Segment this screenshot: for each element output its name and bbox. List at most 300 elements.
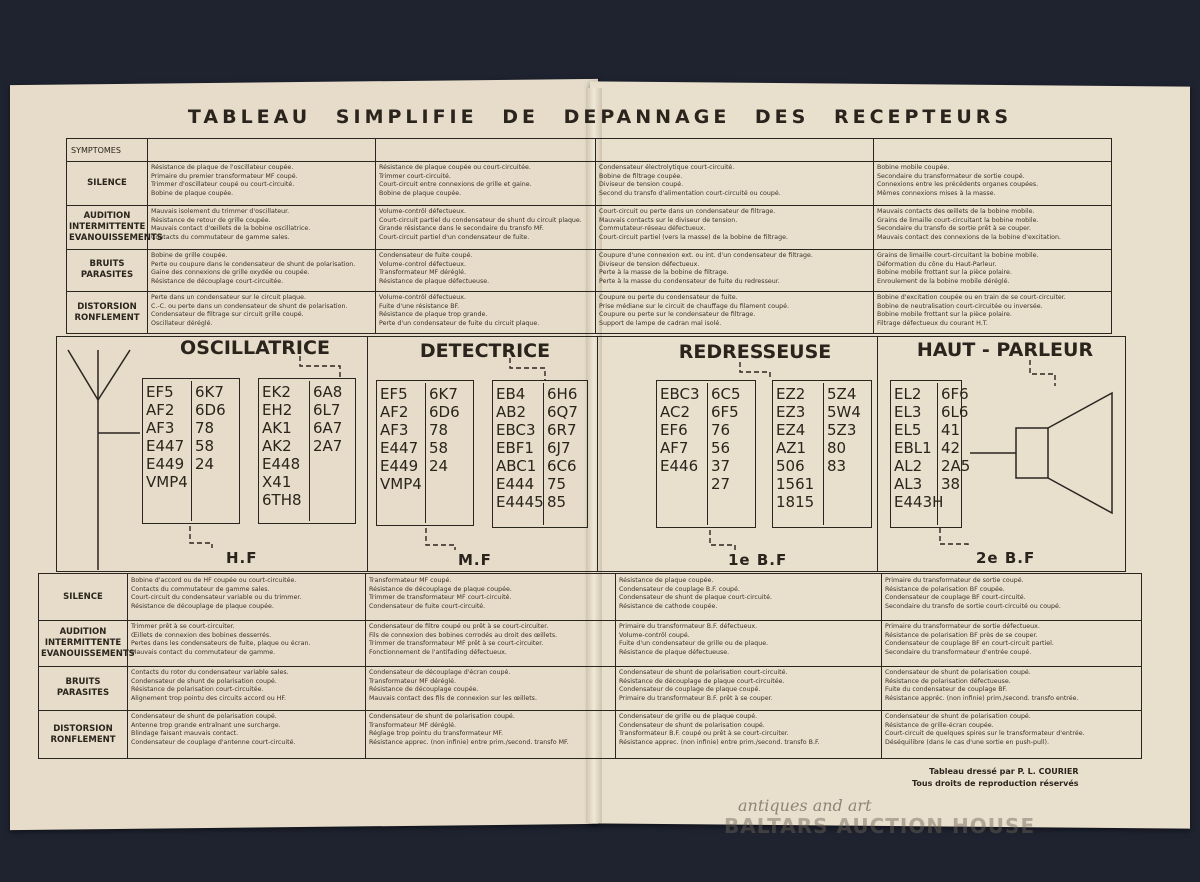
tube-type: 78 <box>429 421 449 439</box>
cause-line: Grains de limaille court-circuitant la bobine mobile. <box>877 216 1039 224</box>
table-divider <box>873 139 874 333</box>
cause-line: Condensateur de couplage de plaque coupé. <box>619 686 761 693</box>
table-row-divider <box>39 710 1141 711</box>
symptom-cause-cell <box>379 208 591 242</box>
freq-label-2bf: 2e B.F <box>976 549 1036 567</box>
cause-line: Court-circuit de quelques spires sur le transformateur d'entrée. <box>885 730 1085 737</box>
cause-line: Bobine de filtrage coupée. <box>599 172 683 180</box>
cause-line: Condensateur de shunt de polarisation coupé. <box>131 677 277 685</box>
cause-line: Contacts du rotor du condensateur variable sales. <box>131 669 289 676</box>
tube-column-divider <box>823 383 824 525</box>
symptom-cause-cell <box>619 623 877 657</box>
symptoms-header: SYMPTOMES <box>71 146 121 155</box>
tube-type: EB4 <box>496 385 526 403</box>
tube-type: 2A7 <box>313 437 343 455</box>
tube-type: EZ3 <box>776 403 806 421</box>
tube-type <box>660 475 700 493</box>
tube-type: 58 <box>429 439 449 457</box>
tube-type: AF3 <box>146 419 175 437</box>
cause-line: Déséquilibre (dans le cas d'une sortie en push-pull). <box>885 738 1049 746</box>
tube-type: EZ2 <box>776 385 806 403</box>
table-row-divider <box>67 161 1111 162</box>
tube-type: 80 <box>827 439 847 457</box>
tube-type: E449 <box>146 455 185 473</box>
tube-type <box>827 475 861 493</box>
tube-type: 6F6 <box>941 385 969 403</box>
cause-line: Résistance de polarisation BF près de se couper. <box>885 631 1038 639</box>
symptom-cause-cell <box>131 577 361 611</box>
cause-line: Mauvais contact des fils de connexion sur les œillets. <box>369 694 537 702</box>
tube-type: EL5 <box>894 421 922 439</box>
tube-list-box <box>376 380 474 526</box>
symptom-cause-cell <box>619 713 877 747</box>
cause-line: Court-circuit entre connexions de grille et gaine. <box>379 181 532 188</box>
cause-line: Mauvais contact du commutateur de gamme. <box>131 648 276 656</box>
cause-line: Fuite d'un condensateur de grille ou de plaque. <box>619 640 769 647</box>
symptom-cause-cell <box>599 208 869 242</box>
tube-type: AC2 <box>660 403 691 421</box>
cause-line: Filtrage défectueux du courant H.T. <box>877 319 988 327</box>
cause-line: C.-C. ou perte dans un condensateur de shunt de polarisation. <box>151 302 348 310</box>
tube-type: EL2 <box>894 385 922 403</box>
cause-line: Alignement trop pointu des circuits accord ou HF. <box>131 694 287 702</box>
cause-line: Résistance apprec. (non infinie) entre prim./second. transfo B.F. <box>619 738 820 746</box>
cause-line: Mauvais isolement du trimmer d'oscillateur. <box>151 208 290 215</box>
tube-column-american <box>313 383 342 509</box>
cause-line: Résistance de polarisation défectueuse. <box>885 677 1011 685</box>
symptom-cause-cell <box>877 294 1109 328</box>
cause-line: Résistance de plaque défectueuse. <box>379 277 490 285</box>
symptom-label: DISTORSION RONFLEMENT <box>50 724 116 745</box>
credit-line-1: Tableau dressé par P. L. COURIER <box>929 767 1079 776</box>
tube-column-european <box>380 385 422 493</box>
cause-line: Primaire du transformateur de sortie coupé. <box>885 577 1024 584</box>
cause-line: Déformation du cône du Haut-Parleur. <box>877 260 997 268</box>
cause-line: Résistance de plaque défectueuse. <box>619 648 730 656</box>
tube-type: 56 <box>711 439 731 457</box>
symptom-cause-cell <box>885 713 1139 747</box>
cause-line: Résistance de retour de grille coupée. <box>151 216 271 224</box>
symptom-cause-cell <box>151 164 371 198</box>
tube-type: E448 <box>262 455 301 473</box>
cause-line: Condensateur de fuite court-circuité. <box>369 602 486 610</box>
cause-line: Second du transfo d'alimentation court-circuité ou coupé. <box>599 189 781 197</box>
cause-line: Œillets de connexion des bobines desserrés. <box>131 631 272 639</box>
tube-type: EZ4 <box>776 421 806 439</box>
tube-type: AL2 <box>894 457 923 475</box>
symptom-cause-cell <box>369 623 611 657</box>
cause-line: Court-circuit partiel d'un condensateur de fuite. <box>379 233 530 241</box>
tube-type: 6J7 <box>547 439 571 457</box>
cause-line: Résistance de plaque coupée ou court-circuitée. <box>379 164 531 171</box>
symptom-label: BRUITS PARASITES <box>80 259 134 280</box>
symptom-cause-cell <box>369 713 611 747</box>
cause-line: Grains de limaille court-circuitant la bobine mobile. <box>877 252 1039 259</box>
cause-line: Diviseur de tension coupé. <box>599 181 684 188</box>
tube-type: X41 <box>262 473 292 491</box>
tube-type: 76 <box>711 421 731 439</box>
tube-type: 38 <box>941 475 961 493</box>
cause-line: Bobine mobile coupée. <box>877 164 950 171</box>
top-symptoms-table <box>66 138 1112 334</box>
cause-line: Primaire du transformateur B.F. prêt à se couper. <box>619 694 773 702</box>
tube-type: E446 <box>660 457 699 475</box>
freq-label-mf: M.F <box>458 551 492 569</box>
tube-type: 1815 <box>776 493 815 511</box>
bottom-symptoms-table <box>38 573 1142 759</box>
cause-line: Perte dans un condensateur sur le circuit plaque. <box>151 294 307 301</box>
symptom-label: AUDITION INTERMITTENTE EVANOUISSEMENTS <box>69 210 163 243</box>
table-row-divider <box>67 249 1111 250</box>
cause-line: Condensateur de shunt de polarisation coupé. <box>885 669 1031 676</box>
cause-line: Perte à la masse de la bobine de filtrage. <box>599 269 729 276</box>
tube-type: 6H6 <box>547 385 578 403</box>
symptom-cause-cell <box>369 669 611 703</box>
cause-line: Condensateur de fuite coupé. <box>379 252 473 259</box>
cause-line: Fuite d'une résistance BF. <box>379 302 460 310</box>
table-row-divider <box>67 205 1111 206</box>
cause-line: Bobine d'excitation coupée ou en train de se court-circuiter. <box>877 294 1066 301</box>
tube-column-american <box>429 385 460 493</box>
cause-line: Perte d'un condensateur de fuite du circuit plaque. <box>379 319 540 327</box>
symptom-cause-cell <box>131 713 361 747</box>
cause-line: Trimmer de transformateur MF prêt à se court-circuiter. <box>369 640 544 647</box>
symptom-cause-cell <box>379 294 591 328</box>
cause-line: Condensateur de shunt de plaque court-circuité. <box>619 594 772 601</box>
symptom-cause-cell <box>131 669 361 703</box>
symptom-cause-cell <box>131 623 361 657</box>
tube-type: 6D6 <box>195 401 226 419</box>
cause-line: Court-circuit ou perte dans un condensateur de filtrage. <box>599 208 776 215</box>
table-divider <box>375 139 376 333</box>
tube-column-american <box>195 383 226 491</box>
symptom-cause-cell <box>369 577 611 611</box>
tube-type: EF5 <box>380 385 408 403</box>
table-row-divider <box>39 620 1141 621</box>
cause-line: Perte ou coupure dans le condensateur de shunt de polarisation. <box>151 260 356 268</box>
tube-type: VMP4 <box>146 473 188 491</box>
tube-type: 27 <box>711 475 731 493</box>
tube-type: 5W4 <box>827 403 861 421</box>
tube-type <box>195 473 226 491</box>
tube-type: EBL1 <box>894 439 932 457</box>
tube-column-european <box>660 385 700 493</box>
symptom-cause-cell <box>885 669 1139 703</box>
cause-line: Gaine des connexions de grille oxydée ou coupée. <box>151 269 310 276</box>
symptom-label: DISTORSION RONFLEMENT <box>74 302 140 323</box>
tube-type: 6C5 <box>711 385 741 403</box>
cause-line: Mauvais contact d'œillets de la bobine oscillatrice. <box>151 225 311 232</box>
tube-type: 6Q7 <box>547 403 578 421</box>
tube-type: EL3 <box>894 403 922 421</box>
tube-type: ABC1 <box>496 457 537 475</box>
cause-line: Primaire du transformateur B.F. défectueux. <box>619 623 758 630</box>
tube-list-box <box>258 378 356 524</box>
credit-note <box>912 766 1079 790</box>
tube-type <box>313 455 342 473</box>
cause-line: Transformateur MF déréglé. <box>369 677 456 685</box>
cause-line: Secondaire du transfo de sortie court-circuité ou coupé. <box>885 602 1061 610</box>
cause-line: Condensateur de grille ou de plaque coupé. <box>619 713 758 720</box>
cause-line: Résistance de découplage de plaque coupée. <box>131 602 274 610</box>
cause-line: Mauvais contact des connexions de la bobine d'excitation. <box>877 233 1061 241</box>
tube-column-american <box>941 385 970 511</box>
cause-line: Résistance de polarisation court-circuitée. <box>131 686 264 693</box>
cause-line: Condensateur électrolytique court-circuité. <box>599 164 735 171</box>
cause-line: Transformateur B.F. coupé ou prêt à se court-circuiter. <box>619 730 789 737</box>
tube-type: EBC3 <box>660 385 700 403</box>
tube-type: E447 <box>146 437 185 455</box>
tube-type: AK2 <box>262 437 292 455</box>
cause-line: Condensateur de découplage d'écran coupé. <box>369 669 511 676</box>
cause-line: Fils de connexion des bobines corrodés au droit des œillets. <box>369 631 558 639</box>
tube-type: AF2 <box>146 401 175 419</box>
tube-type: 6TH8 <box>262 491 302 509</box>
stage-title-redresseuse: REDRESSEUSE <box>678 341 832 363</box>
cause-line: Résistance de découplage de plaque coupée. <box>369 585 512 593</box>
tube-type: VMP4 <box>380 475 422 493</box>
cause-line: Coupure d'une connexion ext. ou int. d'un condensateur de filtrage. <box>599 252 813 259</box>
cause-line: Primaire du premier transformateur MF coupé. <box>151 172 298 180</box>
tube-column-american <box>711 385 741 493</box>
cause-line: Volume-control défectueux. <box>379 260 466 268</box>
diagram-divider <box>597 337 598 571</box>
cause-line: Transformateur MF coupé. <box>369 577 452 584</box>
cause-line: Trimmer court-circuité. <box>379 172 451 180</box>
symptom-cause-cell <box>379 164 591 198</box>
cause-line: Résistance appréc. (non infinie) prim./second. transfo entrée. <box>885 694 1079 702</box>
cause-line: Support de lampe de cadran mal isolé. <box>599 319 722 327</box>
cause-line: Connexions entre les précédents organes coupées. <box>877 181 1039 188</box>
cause-line: Transformateur MF déréglé. <box>369 721 456 729</box>
cause-line: Mauvais contacts sur le diviseur de tension. <box>599 216 738 224</box>
antenna-icon <box>60 340 140 570</box>
tube-column-european <box>146 383 188 491</box>
cause-line: Condensateur de couplage BF en court-circuit partiel. <box>885 640 1054 647</box>
tube-type: 24 <box>195 455 215 473</box>
cause-line: Trimmer d'oscillateur coupé ou court-circuité. <box>151 181 295 188</box>
symptom-cause-cell <box>885 623 1139 657</box>
tube-column-european <box>496 385 544 511</box>
cause-line: Primaire du transformateur de sortie défectueux. <box>885 623 1040 630</box>
loudspeaker-icon <box>970 385 1120 525</box>
cause-line: Résistance de plaque trop grande. <box>379 311 488 318</box>
cause-line: Volume-contrôl défectueux. <box>379 294 466 301</box>
cause-line: Bobine de plaque coupée. <box>151 189 234 197</box>
tube-type: AL3 <box>894 475 923 493</box>
cause-line: Résistance de découplage court-circuitée. <box>151 277 284 285</box>
tube-type: E4445 <box>496 493 544 511</box>
cause-line: Contacts du commutateur de gamme sales. <box>151 233 290 241</box>
cause-line: Enroulement de la bobine mobile déréglé. <box>877 277 1010 285</box>
stage-title-detectrice: DETECTRICE <box>419 340 551 362</box>
tube-column-divider <box>191 381 192 521</box>
symptom-cause-cell <box>877 208 1109 242</box>
tube-list-box <box>492 380 588 528</box>
cause-line: Condensateur de shunt de polarisation coupé. <box>885 713 1031 720</box>
cause-line: Antenne trop grande entraînant une surcharge. <box>131 721 281 729</box>
watermark-brand: BALTARS AUCTION HOUSE <box>724 814 1036 838</box>
symptom-cause-cell <box>151 208 371 242</box>
cause-line: Résistance de découplage coupée. <box>369 686 479 693</box>
tube-column-european <box>262 383 302 509</box>
tube-type: 6F5 <box>711 403 739 421</box>
tube-column-divider <box>707 383 708 525</box>
tube-type: 6R7 <box>547 421 577 439</box>
tube-column-divider <box>309 381 310 521</box>
tube-type: 6K7 <box>429 385 458 403</box>
cause-line: Secondaire du transfo de sortie prêt à se couper. <box>877 225 1032 232</box>
tube-type: 6C6 <box>547 457 577 475</box>
cause-line: Condensateur de shunt de polarisation coupé. <box>131 713 277 720</box>
cause-line: Trimmer de transformateur MF court-circuité. <box>369 594 512 601</box>
table-row-divider <box>67 291 1111 292</box>
tube-type <box>313 473 342 491</box>
tube-type: AK1 <box>262 419 292 437</box>
page-title: TABLEAU SIMPLIFIE DE DEPANNAGE DES RECEPTEURS <box>187 106 1013 128</box>
tube-type: 83 <box>827 457 847 475</box>
watermark-text: antiques and art <box>738 796 872 815</box>
tube-type: 42 <box>941 439 961 457</box>
tube-type: 24 <box>429 457 449 475</box>
symptom-cause-cell <box>619 669 877 703</box>
cause-line: Condensateur de shunt de polarisation coupé. <box>619 721 765 729</box>
tube-type: EF6 <box>660 421 688 439</box>
tube-type: AF2 <box>380 403 409 421</box>
cause-line: Bobine de neutralisation court-circuitée ou inversée. <box>877 302 1043 310</box>
table-divider <box>595 139 596 333</box>
symptom-label: BRUITS PARASITES <box>56 677 110 698</box>
tube-column-european <box>776 385 814 511</box>
cause-line: Résistance de cathode coupée. <box>619 602 718 610</box>
cause-line: Résistance de polarisation BF coupée. <box>885 585 1005 593</box>
tube-type: 85 <box>547 493 567 511</box>
cause-line: Court-circuit du condensateur variable ou du trimmer. <box>131 594 302 601</box>
tube-list-box <box>656 380 756 528</box>
cause-line: Résistance apprec. (non infinie) entre prim./second. transfo MF. <box>369 738 569 746</box>
tube-type: E447 <box>380 439 419 457</box>
cause-line: Condensateur de filtrage sur circuit grille coupé. <box>151 311 304 318</box>
cause-line: Coupure ou perte sur le condensateur de filtrage. <box>599 311 756 318</box>
cause-line: Bobine mobile frottant sur la pièce polaire. <box>877 311 1012 318</box>
cause-line: Condensateur de couplage d'antenne court-circuité. <box>131 738 296 746</box>
cause-line: Résistance de plaque de l'oscillateur coupée. <box>151 164 294 171</box>
cause-line: Résistance de grille-écran coupée. <box>885 721 994 729</box>
tube-list-box <box>142 378 240 524</box>
tube-type: AB2 <box>496 403 527 421</box>
symptom-cause-cell <box>885 577 1139 611</box>
stage-title-oscillatrice: OSCILLATRICE <box>180 337 330 359</box>
symptom-cause-cell <box>599 252 869 286</box>
cause-line: Mauvais contacts des œillets de la bobine mobile. <box>877 208 1035 215</box>
table-row-divider <box>39 666 1141 667</box>
tube-type: EBC3 <box>496 421 536 439</box>
cause-line: Condensateur de filtre coupé ou prêt à se court-circuiter. <box>369 623 549 630</box>
cause-line: Bobine de grille coupée. <box>151 252 228 259</box>
tube-type <box>429 475 460 493</box>
tube-type <box>941 493 970 511</box>
cause-line: Pertes dans les condensateurs de fuite, plaque ou écran. <box>131 640 311 647</box>
cause-line: Bobine mobile frottant sur la pièce polaire. <box>877 269 1012 276</box>
tube-type: 5Z3 <box>827 421 857 439</box>
tube-type: 6D6 <box>429 403 460 421</box>
tube-column-american <box>827 385 861 511</box>
tube-type: 6A7 <box>313 419 343 437</box>
tube-type: 78 <box>195 419 215 437</box>
tube-type: AZ1 <box>776 439 807 457</box>
cause-line: Mêmes connexions mises à la masse. <box>877 189 996 197</box>
tube-list-box <box>890 380 971 528</box>
tube-type: EK2 <box>262 383 291 401</box>
tube-type: E443H <box>894 493 944 511</box>
tube-type: EH2 <box>262 401 293 419</box>
symptom-label: AUDITION INTERMITTENTE EVANOUISSEMENTS <box>41 626 135 659</box>
cause-line: Volume-contrôl coupé. <box>619 631 690 639</box>
cause-line: Réglage trop pointu du transformateur MF. <box>369 730 503 737</box>
cause-line: Diviseur de tension défectueux. <box>599 260 700 268</box>
freq-label-hf: H.F <box>226 549 258 567</box>
cause-line: Coupure ou perte du condensateur de fuite. <box>599 294 738 301</box>
cause-line: Bobine de plaque coupée. <box>379 189 462 197</box>
cause-line: Transformateur MF déréglé. <box>379 269 466 276</box>
symptom-cause-cell <box>599 294 869 328</box>
tube-type: EBF1 <box>496 439 534 457</box>
tube-type <box>827 493 861 511</box>
cause-line: Secondaire du transformateur d'entrée coupé. <box>885 648 1032 656</box>
symptom-cause-cell <box>877 164 1109 198</box>
cause-line: Oscillateur déréglé. <box>151 319 213 327</box>
cause-line: Fonctionnement de l'antifading défectueux. <box>369 648 507 656</box>
tube-type: 41 <box>941 421 961 439</box>
tube-type: 2A5 <box>941 457 971 475</box>
cause-line: Fuite du condensateur de couplage BF. <box>885 686 1008 693</box>
tube-type: 58 <box>195 437 215 455</box>
cause-line: Volume-contrôl défectueux. <box>379 208 466 215</box>
cause-line: Commutateur-réseau défectueux. <box>599 225 706 232</box>
diagram-divider <box>367 337 368 571</box>
tube-type: 75 <box>547 475 567 493</box>
cause-line: Résistance de plaque coupée. <box>619 577 714 584</box>
symptom-label: SILENCE <box>87 177 127 188</box>
cause-line: Grande résistance dans le secondaire du transfo MF. <box>379 225 544 232</box>
freq-label-1bf: 1e B.F <box>728 551 788 569</box>
credit-line-2: Tous droits de reproduction réservés <box>912 779 1079 788</box>
cause-line: Condensateur de shunt de polarisation coupé. <box>369 713 515 720</box>
tube-type: AF3 <box>380 421 409 439</box>
symptom-cause-cell <box>599 164 869 198</box>
symptom-cause-cell <box>379 252 591 286</box>
tube-type: 6K7 <box>195 383 224 401</box>
diagram-divider <box>877 337 878 571</box>
cause-line: Résistance de découplage de plaque court-circuitée. <box>619 677 785 685</box>
tube-column-divider <box>425 383 426 523</box>
tube-type <box>313 491 342 509</box>
tube-type: AF7 <box>660 439 689 457</box>
cause-line: Condensateur de shunt de polarisation court-circuité. <box>619 669 788 676</box>
cause-line: Condensateur de couplage BF court-circuité. <box>885 594 1026 601</box>
tube-type: EF5 <box>146 383 174 401</box>
cause-line: Prise médiane sur le circuit de chauffage du filament coupé. <box>599 302 789 310</box>
tube-type: 1561 <box>776 475 815 493</box>
stage-title-haut-parleur: HAUT - PARLEUR <box>916 339 1094 361</box>
cause-line: Court-circuit partiel (vers la masse) de la bobine de filtrage. <box>599 233 788 241</box>
tube-type: 6L6 <box>941 403 969 421</box>
symptom-cause-cell <box>877 252 1109 286</box>
cause-line: Trimmer prêt à se court-circuiter. <box>131 623 235 630</box>
symptom-label: SILENCE <box>63 591 103 602</box>
cause-line: Bobine d'accord ou de HF coupée ou court-circuitée. <box>131 577 297 584</box>
cause-line: Blindage faisant mauvais contact. <box>131 730 239 737</box>
